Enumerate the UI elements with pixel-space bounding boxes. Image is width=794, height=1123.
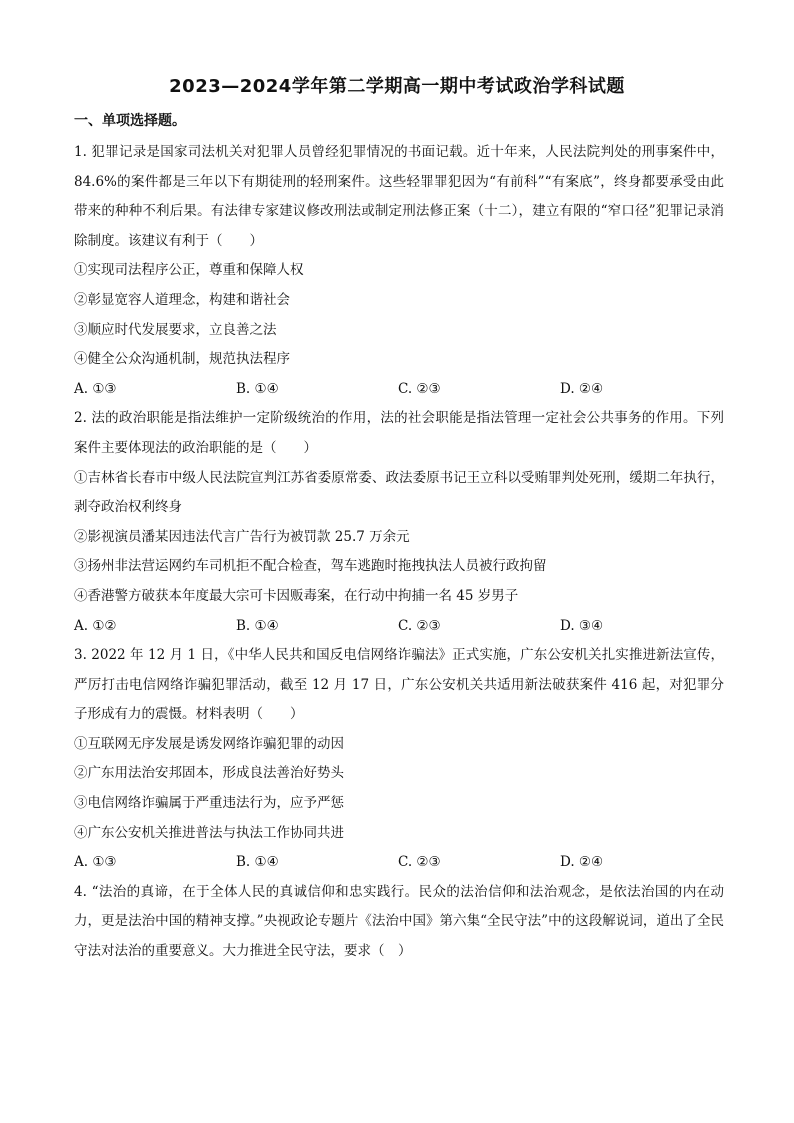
choice-d: D. ③④ — [560, 617, 604, 634]
question-1 — [74, 138, 724, 404]
choice-a: A. ①③ — [74, 380, 117, 397]
statement-option: ②彰显宽容人道理念，构建和谐社会 — [74, 291, 290, 308]
choice-b: B. ①④ — [236, 380, 279, 397]
statement-option: ④香港警方破获本年度最大宗可卡因贩毒案，在行动中拘捕一名 45 岁男子 — [74, 587, 519, 604]
question-3 — [74, 641, 724, 878]
statement-option: ①互联网无序发展是诱发网络诈骗犯罪的动因 — [74, 735, 344, 752]
choice-d: D. ②④ — [560, 380, 604, 397]
statement-option: ③电信网络诈骗属于严重违法行为，应予严惩 — [74, 795, 344, 812]
statement-option: ②影视演员潘某因违法代言广告行为被罚款 25.7 万余元 — [74, 528, 410, 545]
answer-choices — [74, 612, 724, 642]
choice-a: A. ①② — [74, 617, 117, 634]
question-list — [74, 138, 724, 967]
section-heading: 一、单项选择题。 — [74, 113, 186, 129]
statement-option: ③扬州非法营运网约车司机拒不配合检查，驾车逃跑时拖拽执法人员被行政拘留 — [74, 558, 547, 575]
choice-b: B. ①④ — [236, 854, 279, 871]
answer-choices — [74, 848, 724, 878]
statement-option: ①吉林省长春市中级人民法院宣判江苏省委原常委、政法委原书记王立科以受贿罪判处死刑，缓期二年执行，剥夺政治权利终身 — [74, 469, 724, 516]
question-stem: 2. 法的政治职能是指法维护一定阶级统治的作用，法的社会职能是指法管理一定社会公共事务的作用。下列案件主要体现法的政治职能的是（ ） — [74, 410, 724, 456]
statement-option: ①实现司法程序公正，尊重和保障人权 — [74, 262, 304, 279]
question-stem: 1. 犯罪记录是国家司法机关对犯罪人员曾经犯罪情况的书面记载。近十年来，人民法院判处的刑事案件中，84.6%的案件都是三年以下有期徒刑的轻刑案件。这些轻罪罪犯因为“有前科”“有案底”，终身都要承受由此带来的种种不利后果。有法律专家建议修改刑法或制定刑法修正案（十二），建立有限的“窄口径”犯罪记录消除制度。该建议有利于（ ） — [74, 144, 724, 249]
statement-option: ③顺应时代发展要求，立良善之法 — [74, 321, 277, 338]
choice-a: A. ①③ — [74, 854, 117, 871]
question-2 — [74, 404, 724, 641]
question-4 — [74, 878, 724, 967]
choice-c: C. ②③ — [398, 617, 441, 634]
choice-c: C. ②③ — [398, 380, 441, 397]
answer-choices — [74, 375, 724, 405]
choice-c: C. ②③ — [398, 854, 441, 871]
choice-b: B. ①④ — [236, 617, 279, 634]
statement-option: ④广东公安机关推进普法与执法工作协同共进 — [74, 824, 344, 841]
statement-option: ④健全公众沟通机制，规范执法程序 — [74, 351, 290, 368]
question-stem: 3. 2022 年 12 月 1 日，《中华人民共和国反电信网络诈骗法》正式实施，广东公安机关扎实推进新法宣传，严厉打击电信网络诈骗犯罪活动，截至 12 月 17 日，广东公安机关共适用新法破获案件 416 起，对犯罪分子形成有力的震慑。材料表明（ ） — [74, 647, 724, 723]
exam-title: 2023—2024学年第二学期高一期中考试政治学科试题 — [169, 76, 625, 97]
statement-option: ②广东用法治安邦固本，形成良法善治好势头 — [74, 765, 344, 782]
question-stem: 4. “法治的真谛，在于全体人民的真诚信仰和忠实践行。民众的法治信仰和法治观念，是依法治国的内在动力，更是法治中国的精神支撑。”央视政论专题片《法治中国》第六集“全民守法”中的这段解说词，道出了全民守法对法治的重要意义。大力推进全民守法，要求（ ） — [74, 883, 724, 960]
choice-d: D. ②④ — [560, 854, 604, 871]
